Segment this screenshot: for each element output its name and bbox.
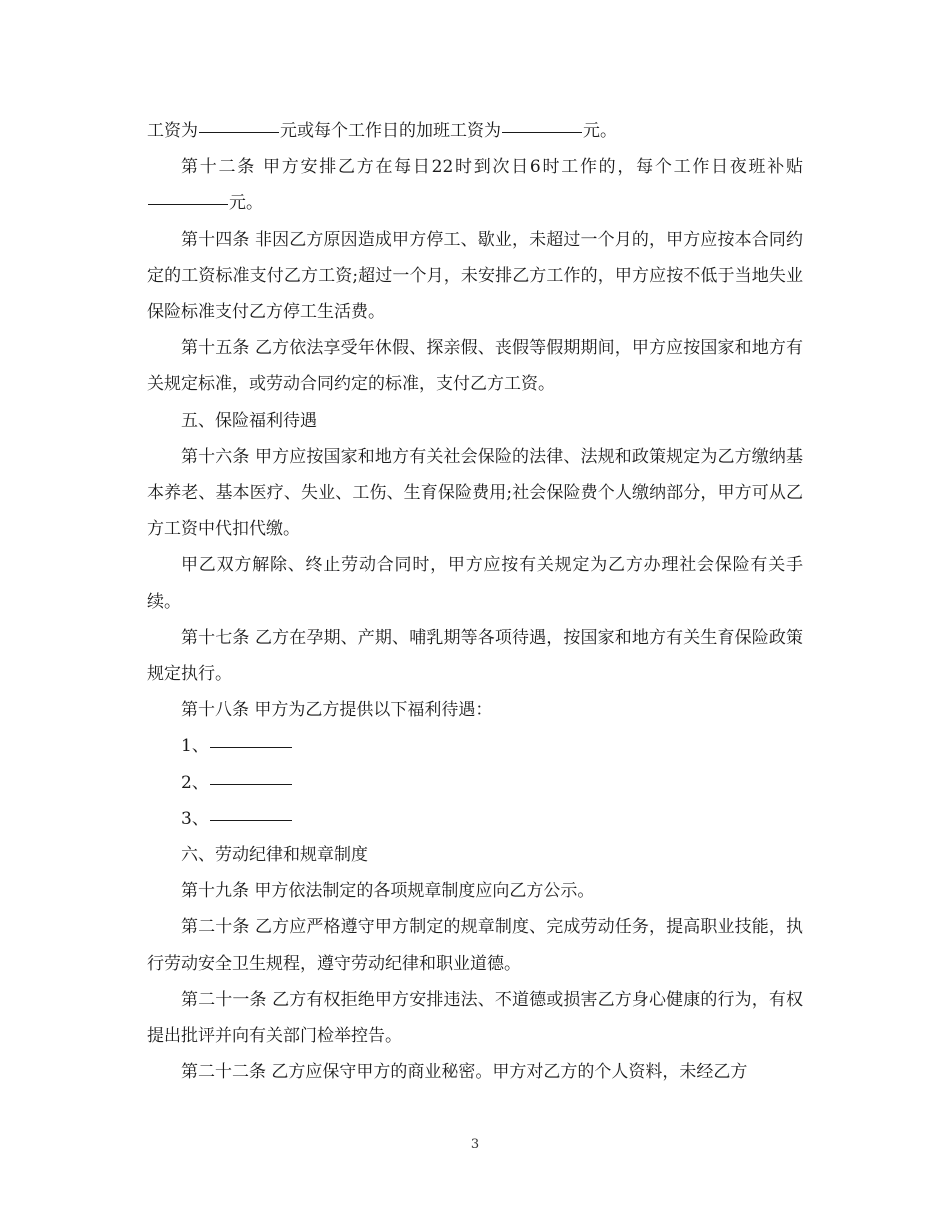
benefit-item-2 (147, 765, 803, 801)
text: 元或每个工作日的加班工资为 (280, 121, 501, 141)
text: 工资为 (147, 121, 198, 141)
article-15: 第十五条 乙方依法享受年休假、探亲假、丧假等假期期间，甲方应按国家和地方有关规定标准，或劳动合同约定的标准，支付乙方工资。 (147, 338, 803, 395)
fill-blank[interactable] (210, 746, 292, 748)
article-17: 第十七条 乙方在孕期、产期、哺乳期等各项待遇，按国家和地方有关生育保险政策规定执行。 (147, 627, 803, 685)
article-21: 第二十一条 乙方有权拒绝甲方安排违法、不道德或损害乙方身心健康的行为，有权提出批评并向有关部门检举控告。 (147, 989, 803, 1047)
article-16: 第十六条 甲方应按国家和地方有关社会保险的法律、法规和政策规定为乙方缴纳基本养老、基本医疗、失业、工伤、生育保险费用;社会保险费个人缴纳部分，甲方可从乙方工资中代扣代缴。 (147, 446, 803, 540)
text: 元。 (229, 193, 263, 214)
document-body (147, 113, 803, 1090)
text: 元。 (583, 121, 617, 141)
fill-blank[interactable] (210, 783, 292, 785)
article-20: 第二十条 乙方应严格遵守甲方制定的规章制度、完成劳动任务，提高职业技能，执行劳动安全卫生规程，遵守劳动纪律和职业道德。 (147, 917, 803, 974)
text: 2、 (181, 772, 209, 793)
paragraph-termination-insurance: 甲乙双方解除、终止劳动合同时，甲方应按有关规定为乙方办理社会保险有关手续。 (147, 555, 803, 612)
article-12 (147, 149, 803, 221)
fill-blank[interactable] (502, 131, 582, 133)
fill-blank[interactable] (210, 819, 292, 821)
fill-blank[interactable] (148, 203, 228, 205)
benefit-item-1 (147, 728, 803, 764)
section-heading-insurance: 五、保险福利待遇 (181, 410, 317, 431)
article-14: 第十四条 非因乙方原因造成甲方停工、歇业，未超过一个月的，甲方应按本合同约定的工资标准支付乙方工资;超过一个月，未安排乙方工作的，甲方应按不低于当地失业保险标准支付乙方停工生活费。 (147, 229, 803, 323)
text: 3、 (181, 808, 209, 829)
section-heading-discipline: 六、劳动纪律和规章制度 (181, 845, 368, 866)
page-number: 3 (470, 1137, 480, 1152)
benefit-item-3 (147, 801, 803, 837)
text: 第十二条 甲方安排乙方在每日22时到次日6时工作的，每个工作日夜班补贴 (181, 157, 803, 178)
article-18: 第十八条 甲方为乙方提供以下福利待遇： (181, 700, 493, 721)
article-22: 第二十二条 乙方应保守甲方的商业秘密。甲方对乙方的个人资料，未经乙方 (181, 1062, 748, 1083)
paragraph-wage-overtime (147, 113, 803, 149)
text: 1、 (181, 736, 209, 757)
fill-blank[interactable] (199, 131, 279, 133)
article-19: 第十九条 甲方依法制定的各项规章制度应向乙方公示。 (181, 881, 595, 902)
